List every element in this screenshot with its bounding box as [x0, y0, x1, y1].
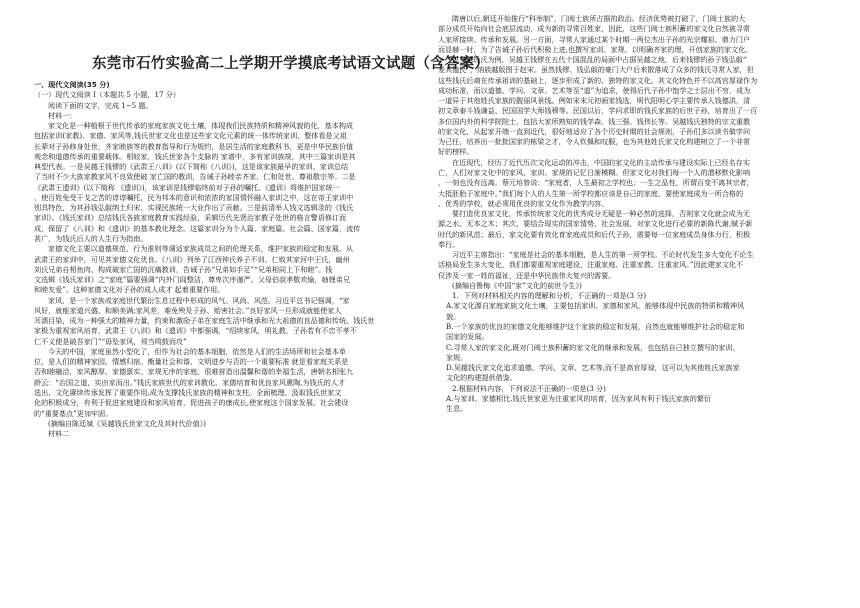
text-line: 化的积极成分，有利于促进家庭建设和家风培育，促进孩子的康成长,使家庭这个国家发展、社会建设 [34, 398, 349, 408]
text-line: 奉行。 [438, 239, 460, 249]
text-line: ，一刻也没有远离。蔡元培曾说：“家庭者，人生最初之学校也；一生之品性，所谓百变不离其宗者， [438, 178, 754, 188]
text-line: 别具特色，为其孙钱弘俶纳土归宋、实现民族统一大业作出了贡献。三是前清举人钱文选辑录的《钱氏 [34, 203, 354, 213]
text-line: 仁不义便是破吾家门”“毋坠家风，须当鸣鼓而攻” [34, 336, 187, 346]
text-line: A.与家训、家德相比,钱氏世家更为注重家风的培育，因为家风有利于钱氏家族的繁衍 [446, 393, 712, 403]
left-column-text [34, 80, 417, 439]
text-line: 1．下列对材料相关内容的理解和分析，不正确的一项是(3 分) [452, 291, 647, 301]
text-line: （一）现代文阅读 I（本题共 5 小题，17 分） [34, 90, 180, 100]
text-line: 家极为重视家风培育，武肃王《八训》和《遗训》中都强调，“绍续家风，明礼教，子孙若有不忠不孝不 [34, 326, 357, 336]
text-line: 《武肃王遗训》(以下简称 《遗训》)，该家训是钱镠临终前对子孙的嘱托。《遗训》将维护国家统一 [34, 182, 340, 192]
right-column-text [438, 14, 848, 414]
text-line: 位，是人们的精神家园、情感归宿。衡量社会和谐、文明进步与否的一个重要标准 就是看家庭关系是 [34, 357, 349, 367]
text-line: 家训》。《钱氏家训》总结钱氏各族家庭教育实践经验，采辑历代先贤治家教子处世的格言警语修订而 [34, 213, 347, 223]
text-line: 生息。 [446, 404, 468, 414]
text-line: 成功标准，而以道德、学问、文章、艺术等至“道”为追求，使得后代子孙中饱学之士层出不穷，成为 [438, 85, 751, 95]
text-line: 貌。 [446, 311, 461, 321]
text-line: 材料一： [48, 110, 77, 120]
text-line: 、使百姓免受干戈之苦的谆谆嘱托，民为邦本的意识和浓浓的家国情怀融入家训之中，这在帝王家训中 [34, 192, 354, 202]
text-line: 长辈对子孙修身处世，齐家睦族等的教育指导和行为规约，是居生活的家庭教科书，更是中华民族价值 [34, 141, 354, 151]
text-line: B.一个家族的优良的家德文化能够维护这个家族的稳定和发展，自然也就能够维护社会的稳定和 [446, 321, 745, 331]
text-line: 否和睦融洽，家风醇厚、家德禀实、家规无序的家庭，很难营造出温馨和谐的幸福生活，唐朝名相张九 [34, 367, 354, 377]
text-line: 了当时不少大族家教家风不良致使破 家亡国的教训，告诫子孙睦亲齐家、仁和处世、尊祖敬宗等。二是 [34, 172, 356, 182]
text-line: 爱兵恤民”，纳族越版图于赵宋。虽然钱镠、钱弘俶的豪门大户后来散落成了众多的钱氏寻常人家，但 [438, 65, 754, 75]
text-line: 在近现代，经历了近代历次文化运动的冲击，中国的家文化的主动传承与建设实际上已经名存实 [452, 157, 750, 167]
text-line: 要打造优良家文化，传承传统家文化的优秀成分无疑是一种必然的选择，否则家文化就会成为无 [452, 209, 750, 219]
text-line: 而显赫一时，为了告诫子孙后代积极上进,也撰写家训、家规，以明确齐家的理，开创家族的家文化。 [438, 44, 753, 54]
text-line: 2.根据材料内容，下列说法不正确的一项是(3 分) [452, 383, 606, 393]
text-line: 国家的发展。 [446, 332, 489, 342]
text-line: A.家文化源自家庭家族文化土壤，主要包括家训、家德和家风，能够体现中民族的特质和精神风 [446, 301, 745, 311]
text-line: 家风，是一个家族或家庭世代繁衍生息过程中形成的风气、风尚、风范。习近平总书记强调，“家 [48, 295, 350, 305]
text-line: 阅读下面的文字，完成 1~5 题。 [48, 100, 153, 110]
text-line: 亡，人们对家文化中的家风、家训、家规的记忆日渐模糊。但家文化对我们每一个人的潜移默化影响 [438, 167, 751, 177]
document-title: 东莞市石竹实验高二上学期开学摸底考试语文试题（含答案） [92, 56, 489, 72]
text-line: 家德文化主要以道德规范、行为准则等调适家族成员之间的伦理关系，维护家族的稳定和发展。从 [48, 244, 354, 254]
text-line: 一、现代文阅读(35 分) [34, 80, 110, 89]
text-line: 文选辑《钱氏家训》之“家庭”篇要强调“内外门闾整洁，尊卑次序谨严。父母伯叔孝敬欢愉，妯娌弟兄 [34, 275, 350, 285]
text-line: 和睦友爱”。这种家德文化对子孙的成人成才 起着重要作用。 [34, 285, 225, 295]
text-line: 初文章泰斗钱谦益、民国国学大师钱穆等。民国以后，学问求即的钱氏家族的后世子孙，培育出了一百 [438, 106, 758, 116]
text-line: 的家文化，从起家开端一直到近代，很好地适应了各个历史时期的社会规则，子孙们多以读书做学问 [438, 126, 751, 136]
text-line: 刘氏兄弟自相鱼肉、构成破家亡国的沉痛教训，告诫子孙“兄弟如手足”“兄弟相同上下和睦”。钱 [34, 264, 333, 274]
text-line: 今天的中国，家庭虽然小型化了，但作为社会的基本细胞，依然是人们的生活场所和社会基本单 [48, 346, 346, 356]
text-line: 习近平主席指出：“家庭是社会的基本细胞，是人生的第一所学校。不论时代发生多大变化不论生 [452, 250, 754, 260]
text-line: 为己任，培养出一批批国家的栋梁之才，令人钦佩和叹服，也为其他姓氏家文化构建树立了一个非常 [438, 137, 751, 147]
text-line: 大抵胚胎于家庭中。”我们每个人的人生第一所学校都应该是自己的家庭，要使家庭成为一所合格的 [438, 188, 744, 198]
text-line: 的“重要基点”更加牢固。 [34, 408, 113, 418]
text-line: C.寻常人家的家文化,既对门阀士族积蓄的家文化的继承和发展，也包括自己独立撰写的家训、 [446, 342, 740, 352]
text-line: 典型代表。一是吴越王钱镠的《武肃王八训》(以下简称《八训》)，这是该家族最早的家训。家训总结 [34, 162, 349, 172]
text-line: 甚广，为钱氏后人的人生行为指南。 [34, 233, 148, 243]
text-line: 风好，就能家道兴盛、和顺美满;家风差，难免殃及子孙、贻害社会。”良好家风一旦形成就能使家人 [34, 305, 342, 315]
text-line: 好的榜样。 [438, 147, 474, 157]
text-line: 包括家训(家教)、家德、家风等,钱氏世家文化也是这些家文化元素的统一体传统家训，整体看是父祖 [34, 131, 347, 141]
text-line: 文化的构建提供借鉴。 [446, 373, 517, 383]
text-line: 耳濡目染，成为一种强大的精神力量，约束和激励子弟在家庭生活中继承和光大祖德的良品德和传统。钱氏世 [34, 316, 375, 326]
text-line: 活格局发生多大变化，我们都要重视家庭建设，注重家庭、注重家教、注重家风。”因此建家文化不 [438, 260, 744, 270]
text-line: 成，保留了《八训》和《遗训》的基本教化理念。这篇家训分为个人篇、家庭篇、社会篇、国家篇，流传 [34, 223, 361, 233]
text-line: (摘编自鲁梅《中国“家”文化的前世今生》) [452, 280, 582, 290]
text-line: 材料二 [48, 429, 70, 439]
text-line: 部分成员开始向社会底层流动，成为新的寻常百姓家，因此，这些门阀士族积蓄的家文化自然被寻常 [438, 24, 751, 34]
text-line: 、优秀的学校，就必须用优良的家文化作为教学内容。 [438, 198, 609, 208]
text-line: 时代的新风范；最后，家文化要有效化育家庭成员和后代子孙，需要每一位家庭成员身体力行，积极 [438, 229, 751, 239]
text-line: (摘编自陈廷斌《吴越钱氏世家文化及其时代价值》) [48, 418, 207, 428]
text-line: 源之水、无本之木；其次，要结合现实的国家情势、社会发展，对家文化进行必要的新陈代谢,赋予新 [438, 219, 753, 229]
text-line: 这些钱氏后裔在传承祖训的基础上，逐步形成了新的、独特的家文化。其文化特色并不以高官厚禄作为 [438, 75, 758, 85]
text-line: 隋唐以后,朝廷开始推行“科举制”，门阀士族所占据的政治、经济优势被打破了，门阀士族的大 [452, 14, 746, 23]
text-line: 龄云：“治国之道，实由家而出。”钱氏家族世代的家训教化、家德培育和优良家风熏陶,为钱氏的人才 [34, 377, 345, 387]
text-line: 武肃王的家训中，可见其家德文化优良。《八训》列举了江西钟氏养子不训、仁败其家河中王氏，幽州 [34, 254, 350, 264]
text-line: 多位国内外的科学院院士，包括大家所熟知的钱学森、钱三强、钱伟长等。吴越钱氏独特的宗文重教 [438, 116, 751, 126]
text-line: 一道异于其他姓氏家族的靓丽风景线。例如宋末元初画家钱选，明代阳明心学主要传承人钱德洪，清 [438, 96, 751, 106]
text-line: 观念和道德传承的重要载体。相较家，钱氏世家各个支脉的 家谱中，多有家训族规，其中三篇家训是其 [34, 151, 356, 161]
text-line: 以吴越钱氏为例，吴越王钱镠在五代十国混乱的局面中占据吴越之地，后来钱镠的孙子钱弘俶“ [452, 55, 747, 65]
text-line: 家文化是一种植根于世代传承的家庭家族文化土壤，体现我们民族特质和精神风貌的化，基本构成 [48, 121, 354, 131]
text-line: 仅涉及一家一姓的福祉，还是中华民族伟大复兴的需要。 [438, 270, 616, 280]
text-line: 选出、文化赓续传承发挥了重要作用,成为支撑钱氏家族的精神和支柱。全面梳理、汲取钱氏世家文 [34, 387, 342, 397]
text-line: 家规。 [446, 352, 468, 362]
text-line: 人家所接续、传承和发展。另一方面，寻常人家通过某个时期一两位杰出子孙的光宗耀祖、鼎力门户 [438, 34, 751, 44]
text-line: D.吴越钱氏家文化追求道德、学问、文章、艺术等,而不是高官厚禄，这可以为其他姓氏家族家 [446, 363, 740, 373]
